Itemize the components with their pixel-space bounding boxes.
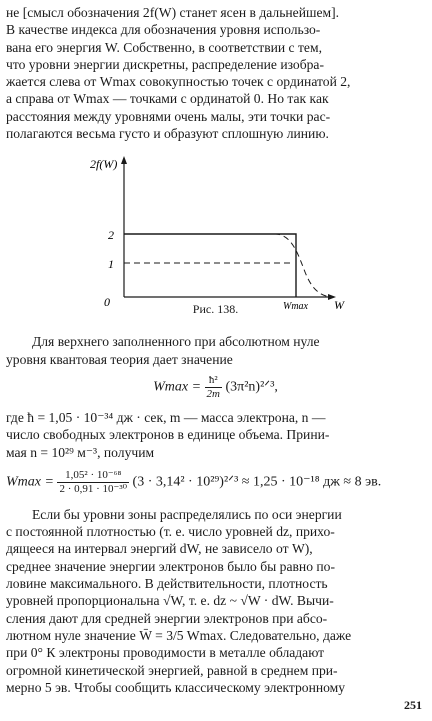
p2-line-2: уровня квантовая теория дает значение (6, 351, 233, 367)
eq1-rhs: (3π²n)²ᐟ³, (225, 379, 278, 395)
origin-label: 0 (104, 295, 110, 310)
p1-line-8: полагаются весьма густо и образуют сплошную линию. (6, 126, 329, 142)
eq2-rhs: (3 · 3,14² · 10²⁹)²ᐟ³ ≈ 1,25 · 10⁻¹⁸ дж ≈ 8 эв. (132, 474, 382, 490)
p4-line-6: уровней пропорциональна √W, т. е. dz ~ √W · dW. Вычи- (6, 593, 334, 609)
figure-138 (0, 142, 432, 310)
p4-line-9: при 0° К электроны проводимости в металле обладают (6, 645, 325, 661)
equation-wmax-formula (6, 374, 425, 401)
figure-caption: Рис. 138. (192, 302, 239, 317)
p4-line-4: среднее значение энергии электронов было бы равно по- (6, 558, 336, 574)
p4-line-2: с постоянной плотностью (т. е. число уровней dz, прихо- (6, 524, 335, 540)
eq1-fraction (205, 374, 222, 401)
p1-line-7: расстояния между уровнями очень малы, эти точки рас- (6, 108, 331, 124)
p3-line-1: где ħ = 1,05 · 10⁻³⁴ дж · сек, m — масса электрона, n — (6, 409, 326, 425)
p4-line-11: мерно 5 эв. Чтобы сообщить классическому электронному (6, 679, 346, 695)
eq1-denominator: 2m (206, 387, 220, 400)
p1-line-1: не [смысл обозначения 2f(W) станет ясен в дальнейшем]. (6, 5, 340, 20)
paragraph-4 (6, 506, 425, 696)
y-axis-label: 2f(W) (90, 157, 118, 172)
y-axis-arrow (121, 156, 127, 164)
p1-line-3: вана его энергия W. Собственно, в соответствии с тем, (6, 39, 322, 55)
p1-line-4: что уровни энергии дискретны, распределение изобра- (6, 56, 324, 72)
page-number: 251 (404, 698, 422, 712)
p4-line-1: Если бы уровни зоны распределялись по оси энергии (32, 506, 342, 522)
p3-line-3: мая n = 10²⁹ м⁻³, получим (6, 444, 155, 460)
p3-line-2: число свободных электронов в единице объема. Прини- (6, 427, 330, 443)
eq2-numerator: 1,05² · 10⁻⁶⁸ (57, 469, 129, 483)
x-axis-label: W (334, 298, 344, 311)
paragraph-2 (6, 333, 425, 368)
p4-line-10: огромной кинетической энергией, равной в среднем при- (6, 662, 338, 678)
p4-line-8: лютном нуле значение W̄ = 3/5 Wmax. Следовательно, даже (6, 627, 352, 643)
x-tick-label: Wmax (283, 301, 308, 311)
p4-line-5: ловине максимального. В действительности, плотность (6, 576, 328, 592)
p4-line-3: дящееся на интервал энергий dW, не зависело от W), (6, 541, 313, 557)
paragraph-1 (6, 4, 425, 142)
p1-line-2: В качестве индекса для обозначения уровня использо- (6, 22, 321, 38)
p4-line-7: сления дают для средней энергии электронов при абсо- (6, 610, 328, 626)
eq2-lhs: Wmax = (6, 474, 54, 490)
smoothed-dashed-curve (124, 234, 330, 297)
p1-line-5: жается слева от Wmax совокупностью точек с ординатой 2, (6, 74, 351, 90)
eq1-numerator: ħ² (205, 374, 222, 388)
eq2-fraction (57, 469, 129, 496)
distribution-plot (0, 142, 432, 310)
p2-line-1: Для верхнего заполненного при абсолютном нуле (32, 334, 320, 350)
paragraph-3 (6, 409, 425, 461)
tick-label-1: 1 (108, 257, 114, 272)
step-curve (124, 234, 296, 297)
p1-line-6: а справа от Wmax — точками с ординатой 0. Но так как (6, 91, 329, 107)
equation-wmax-numeric (6, 469, 425, 496)
eq1-lhs: Wmax = (153, 379, 202, 395)
tick-label-2: 2 (108, 228, 114, 243)
eq2-denominator: 2 · 0,91 · 10⁻³⁰ (59, 482, 128, 495)
